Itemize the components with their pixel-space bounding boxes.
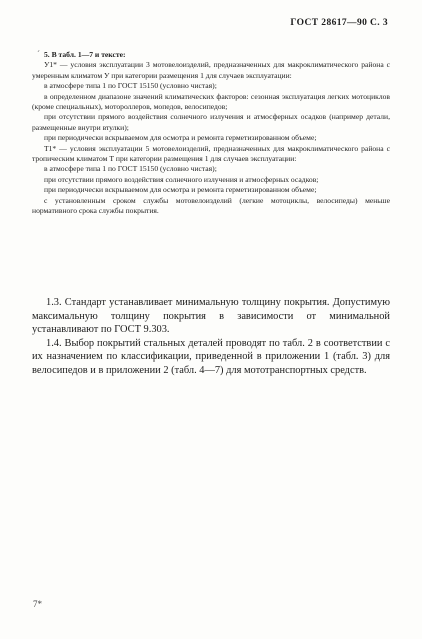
paragraph-1-3: 1.3. Стандарт устанавливает минимальную толщину покрытия. Допустимую максимальную толщину покрытия в зависимости от минимальной устанавливают по ГОСТ 9.303. bbox=[32, 297, 390, 336]
paragraph-t1-service-life: с установленным сроком службы мотовелоизделий (легкие мотоциклы, велосипеды) меньше нормативного срока службы покрытия. bbox=[32, 195, 390, 216]
paragraph-t1-atmosphere: в атмосфере типа 1 по ГОСТ 15150 (условно чистая); bbox=[44, 164, 217, 174]
paragraph-u1: У1* — условия эксплуатации 3 мотовелоизделий, предназначенных для макроклиматического района с умеренным климатом У при категории размещения 1 для случаев эксплуатации: bbox=[32, 60, 390, 80]
small-text-block bbox=[32, 50, 390, 217]
scan-mark: ˊ bbox=[37, 49, 40, 59]
paragraph-u1-atmosphere: в атмосфере типа 1 по ГОСТ 15150 (условно чистая); bbox=[44, 81, 217, 91]
paragraph-t1: Т1* — условия эксплуатации 5 мотовелоизделий, предназначенных для макроклиматического района с тропическим климатом Т при категории размещения 1 для случаев эксплуатации: bbox=[32, 143, 390, 164]
paragraph-u1-no-sun: при отсутствии прямого воздействия солнечного излучения и атмосферных осадков (например детали, размещенные внутри втулки); bbox=[32, 112, 390, 132]
page-footnote: 7* bbox=[33, 599, 42, 609]
paragraph-t1-sealed-volume: при периодически вскрываемом для осмотра и ремонта герметизированном объеме; bbox=[44, 185, 317, 195]
paragraph-1-4: 1.4. Выбор покрытий стальных деталей проводят по табл. 2 в соответствии с их назначением по классификации, приведенной в приложении 1 (табл. 3) для велосипедов и в приложении 2 (табл. 4—7) для мототранспортных средств. bbox=[32, 337, 390, 376]
page-header: ГОСТ 28617—90 С. 3 bbox=[290, 18, 388, 28]
paragraph-u1-climate-range: в определенном диапазоне значений климатических факторов: сезонная эксплуатация легких мотоциклов (кроме специальных), мотороллеров, мопедов, велосипедов; bbox=[32, 91, 390, 112]
large-text-block bbox=[32, 296, 390, 378]
section-heading: 5. В табл. 1—7 и тексте: bbox=[44, 50, 126, 59]
paragraph-t1-no-sun: при отсутствии прямого воздействия солнечного излучения и атмосферных осадков; bbox=[44, 174, 319, 184]
paragraph-u1-sealed-volume: при периодически вскрываемом для осмотра и ремонта герметизированном объеме; bbox=[44, 133, 317, 143]
